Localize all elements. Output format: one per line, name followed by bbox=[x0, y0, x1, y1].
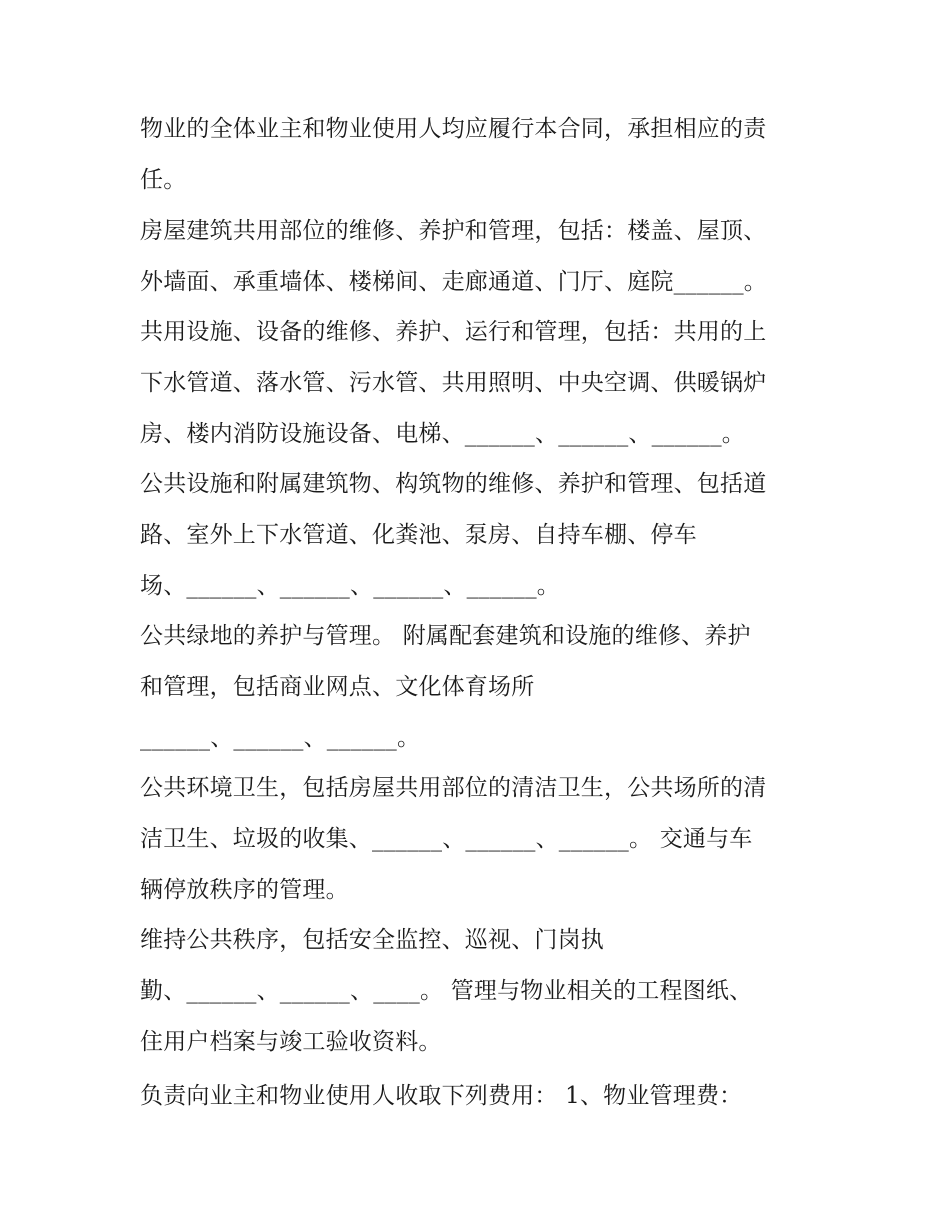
text-line: 路、室外上下水管道、化粪池、泵房、自持车棚、停车 bbox=[140, 522, 697, 548]
text-line: 公共设施和附属建筑物、构筑物的维修、养护和管理、包括道 bbox=[140, 471, 767, 497]
text-line: 住用户档案与竣工验收资料。 bbox=[140, 1029, 442, 1055]
text-line: 维持公共秩序，包括安全监控、巡视、门岗执 bbox=[140, 927, 604, 953]
text-line: 负责向业主和物业使用人收取下列费用： 1、物业管理费： bbox=[140, 1083, 743, 1109]
text-line: 勤、______、______、____。 管理与物业相关的工程图纸、 bbox=[140, 978, 753, 1004]
text-line: 场、______、______、______、______。 bbox=[140, 573, 560, 599]
text-line: 物业的全体业主和物业使用人均应履行本合同，承担相应的责 bbox=[140, 116, 767, 142]
text-line: 房屋建筑共用部位的维修、养护和管理，包括：楼盖、屋顶、 bbox=[140, 218, 767, 244]
text-line: 辆停放秩序的管理。 bbox=[140, 877, 349, 903]
text-line: 共用设施、设备的维修、养护、运行和管理，包括：共用的上 bbox=[140, 319, 767, 345]
text-line: 下水管道、落水管、污水管、共用照明、中央空调、供暖锅炉 bbox=[140, 370, 767, 396]
text-line: 外墙面、承重墙体、楼梯间、走廊通道、门厅、庭院______。 bbox=[140, 269, 767, 295]
text-line: 任。 bbox=[140, 167, 187, 193]
text-line: 和管理，包括商业网点、文化体育场所 bbox=[140, 674, 535, 700]
text-line: 公共绿地的养护与管理。 附属配套建筑和设施的维修、养护 bbox=[140, 623, 751, 649]
text-line: 洁卫生、垃圾的收集、______、______、______。 交通与车 bbox=[140, 826, 753, 852]
text-line: ______、______、______。 bbox=[140, 725, 421, 751]
text-line: 公共环境卫生，包括房屋共用部位的清洁卫生，公共场所的清 bbox=[140, 775, 767, 801]
text-line: 房、楼内消防设施设备、电梯、______、______、______。 bbox=[140, 421, 745, 447]
